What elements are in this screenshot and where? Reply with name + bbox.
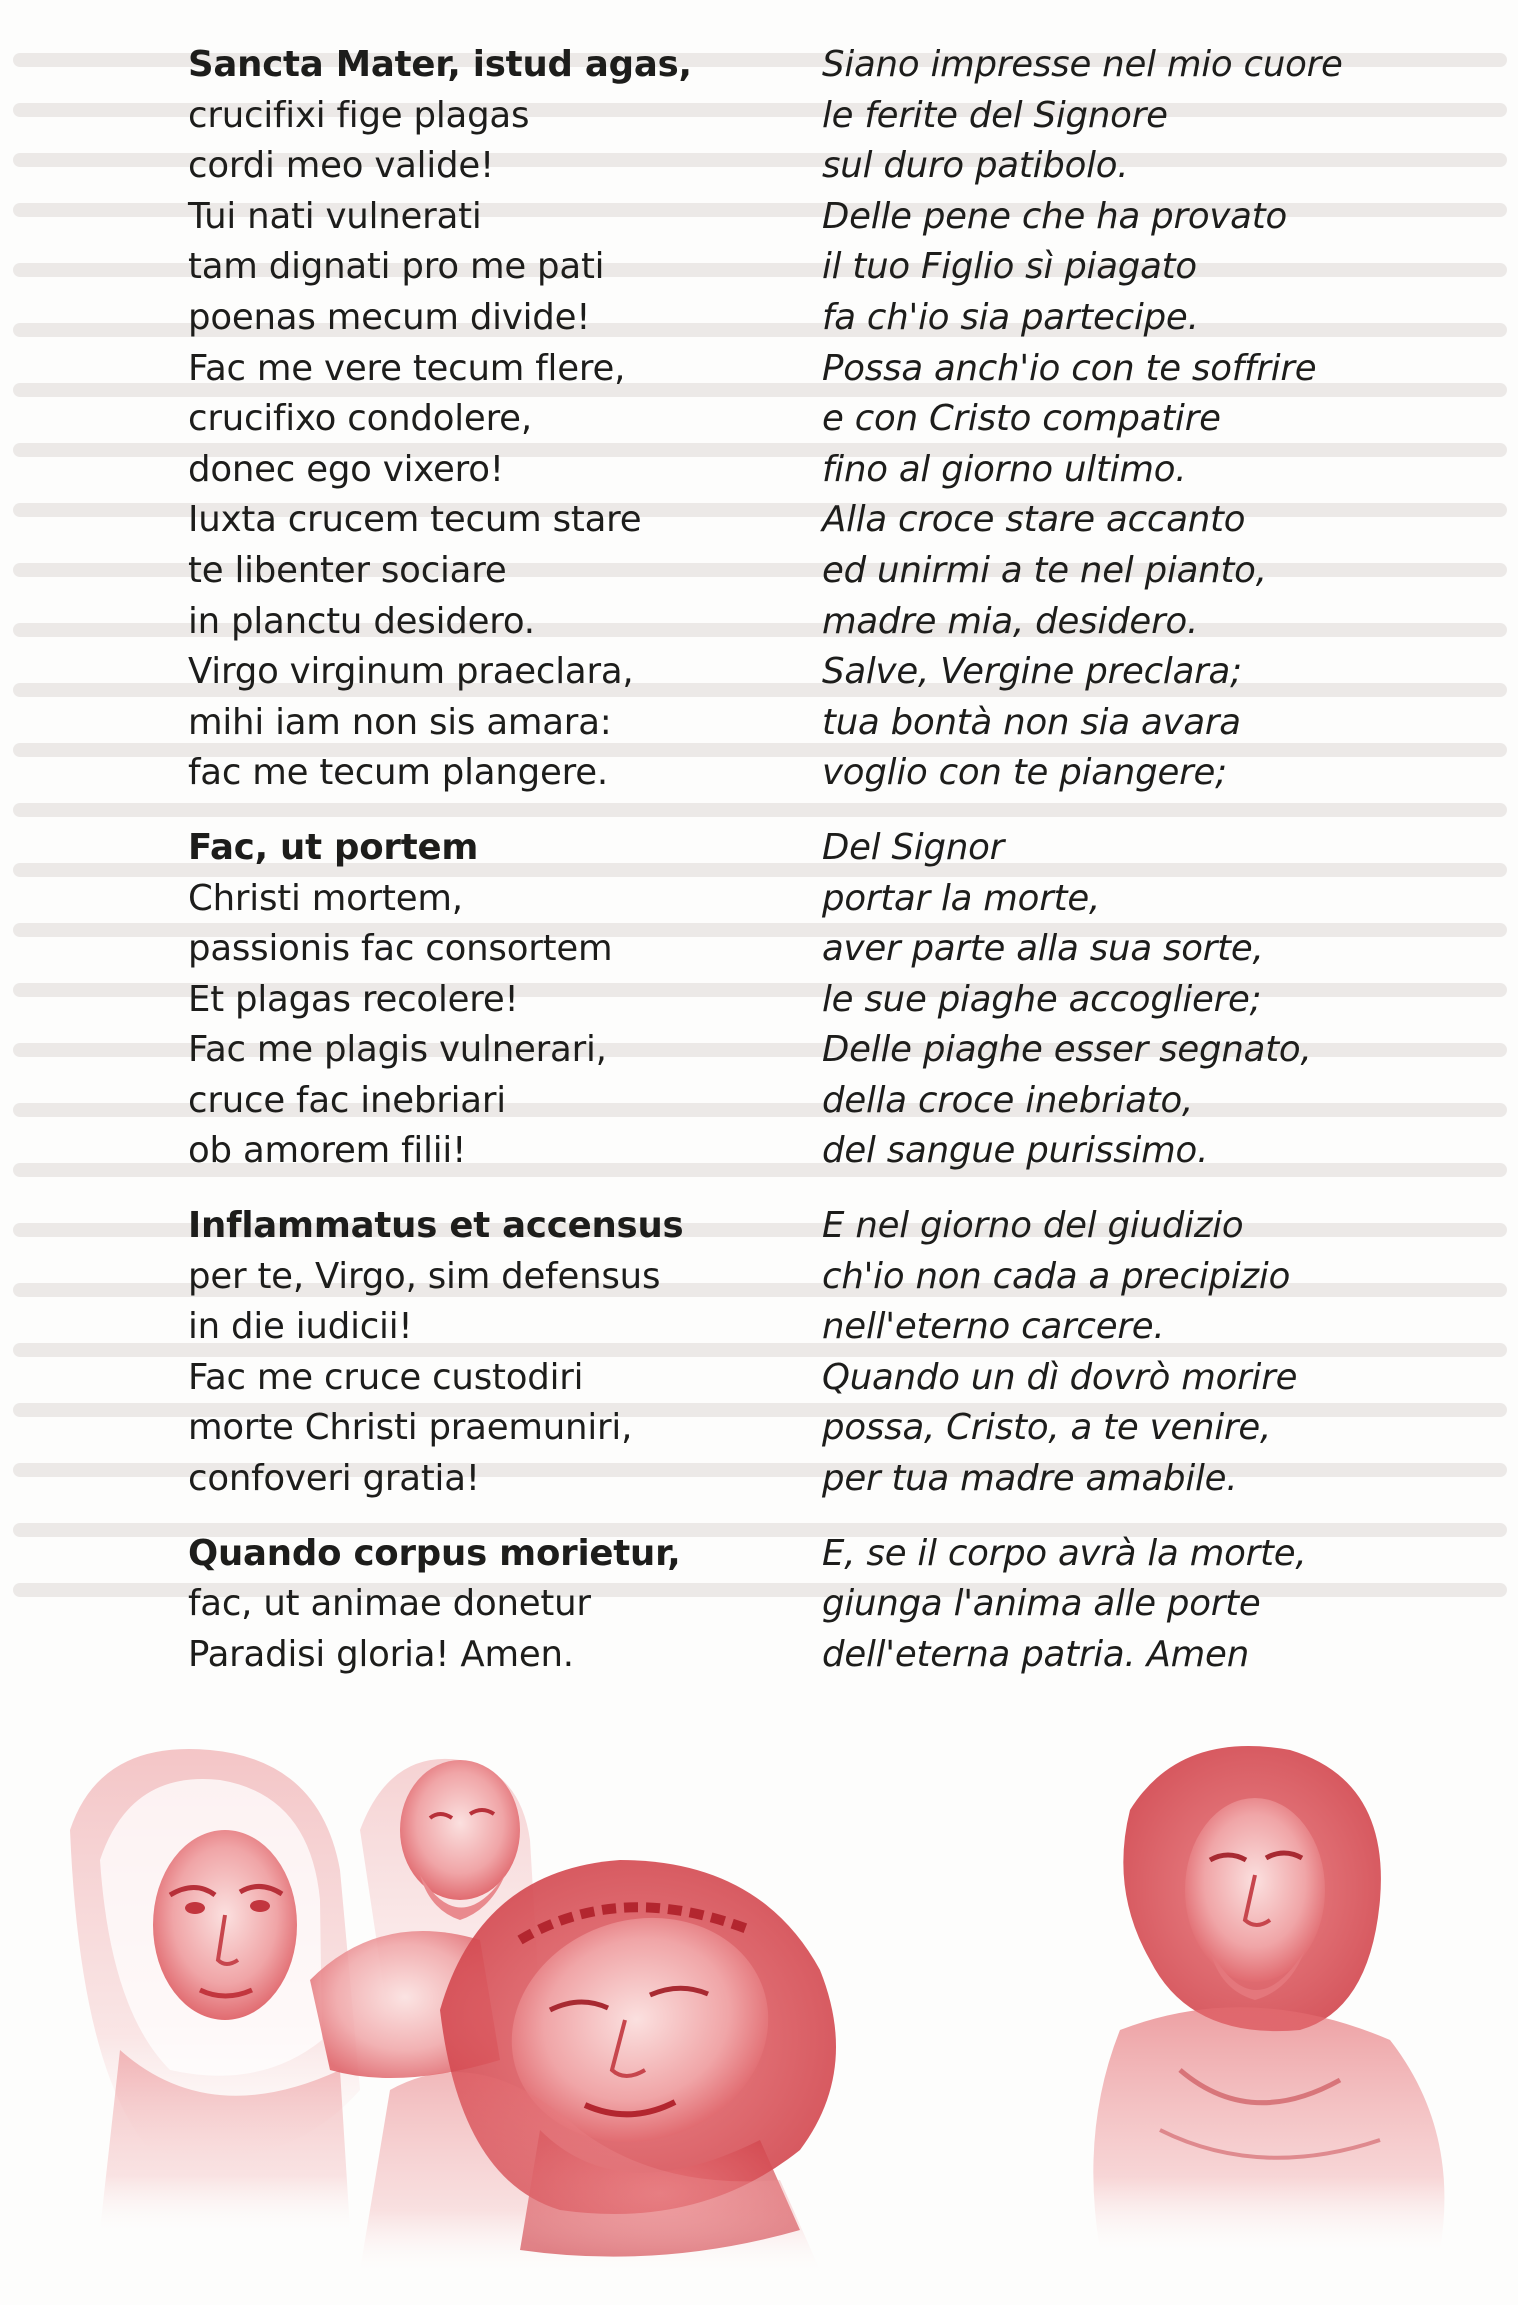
pieta-illustration [60, 1710, 1480, 2270]
latin-line: Fac me vere tecum flere, [188, 347, 626, 389]
italian-line: possa, Cristo, a te venire, [822, 1407, 1272, 1449]
latin-line: morte Christi praemuniri, [188, 1407, 633, 1449]
italian-line: le sue piaghe accogliere; [822, 978, 1262, 1020]
italian-line: nell'eterno carcere. [822, 1306, 1165, 1348]
italian-line: portar la morte, [822, 877, 1101, 919]
latin-line: confoveri gratia! [188, 1458, 480, 1500]
italian-line: tua bontà non sia avara [822, 701, 1241, 743]
italian-line: e con Cristo compatire [822, 398, 1221, 440]
latin-stanza-heading: Inflammatus et accensus [188, 1205, 684, 1247]
latin-line: in die iudicii! [188, 1306, 413, 1348]
italian-line: E nel giorno del giudizio [822, 1205, 1244, 1247]
latin-stanza-heading: Fac, ut portem [188, 826, 479, 868]
latin-line: in planctu desidero. [188, 600, 535, 642]
latin-line: cordi meo valide! [188, 145, 495, 187]
stanza-gap [822, 1505, 1462, 1529]
italian-stanza-1 [822, 40, 1462, 799]
latin-stanza-heading: Quando corpus morietur, [188, 1532, 681, 1574]
italian-line: E, se il corpo avrà la morte, [822, 1532, 1307, 1574]
latin-line: fac, ut animae donetur [188, 1583, 591, 1625]
latin-line: Virgo virginum praeclara, [188, 651, 634, 693]
latin-line: mihi iam non sis amara: [188, 701, 612, 743]
latin-line: ob amorem filii! [188, 1130, 467, 1172]
italian-line: le ferite del Signore [822, 94, 1168, 136]
latin-stanza-3 [188, 1201, 808, 1505]
latin-line: Christi mortem, [188, 877, 463, 919]
italian-line: madre mia, desidero. [822, 600, 1199, 642]
latin-line: donec ego vixero! [188, 448, 504, 490]
italian-line: ed unirmi a te nel pianto, [822, 549, 1267, 591]
latin-text-column [188, 40, 808, 1680]
latin-line: tam dignati pro me pati [188, 246, 605, 288]
latin-stanza-2 [188, 823, 808, 1177]
italian-line: Quando un dì dovrò morire [822, 1356, 1298, 1398]
italian-line: ch'io non cada a precipizio [822, 1255, 1291, 1297]
latin-stanza-4 [188, 1529, 808, 1681]
italian-stanza-2 [822, 823, 1462, 1177]
italian-line: Possa anch'io con te soffrire [822, 347, 1317, 389]
italian-line: Delle piaghe esser segnato, [822, 1029, 1312, 1071]
italian-line: fino al giorno ultimo. [822, 448, 1187, 490]
latin-line: passionis fac consortem [188, 928, 613, 970]
italian-line: voglio con te piangere; [822, 752, 1227, 794]
italian-line: Alla croce stare accanto [822, 499, 1246, 541]
latin-line: Iuxta crucem tecum stare [188, 499, 642, 541]
latin-line: fac me tecum plangere. [188, 752, 608, 794]
latin-line: te libenter sociare [188, 549, 507, 591]
italian-line: aver parte alla sua sorte, [822, 928, 1264, 970]
italian-line: il tuo Figlio sì piagato [822, 246, 1197, 288]
italian-line: Siano impresse nel mio cuore [822, 44, 1343, 85]
latin-line: crucifixo condolere, [188, 398, 532, 440]
stanza-gap [188, 1505, 808, 1529]
latin-stanza-heading: Sancta Mater, istud agas, [188, 44, 692, 85]
italian-line: Del Signor [822, 826, 1005, 868]
latin-line: Fac me plagis vulnerari, [188, 1029, 607, 1071]
stanza-gap [188, 1177, 808, 1201]
stanza-gap [822, 1177, 1462, 1201]
italian-line: dell'eterna patria. Amen [822, 1633, 1249, 1675]
latin-line: crucifixi fige plagas [188, 94, 530, 136]
young-man-figure [1093, 1746, 1444, 2250]
italian-line: del sangue purissimo. [822, 1130, 1209, 1172]
latin-line: Tui nati vulnerati [188, 195, 482, 237]
italian-line: giunga l'anima alle porte [822, 1583, 1261, 1625]
italian-stanza-4 [822, 1529, 1462, 1681]
stanza-gap [188, 799, 808, 823]
italian-text-column [822, 40, 1462, 1680]
italian-line: fa ch'io sia partecipe. [822, 296, 1199, 338]
stanza-gap [822, 799, 1462, 823]
italian-line: sul duro patibolo. [822, 145, 1129, 187]
italian-line: della croce inebriato, [822, 1079, 1194, 1121]
latin-line: Paradisi gloria! Amen. [188, 1633, 574, 1675]
latin-line: Et plagas recolere! [188, 978, 519, 1020]
italian-line: Salve, Vergine preclara; [822, 651, 1242, 693]
latin-line: Fac me cruce custodiri [188, 1356, 584, 1398]
italian-stanza-3 [822, 1201, 1462, 1505]
latin-stanza-1 [188, 40, 808, 799]
italian-line: per tua madre amabile. [822, 1458, 1238, 1500]
latin-line: cruce fac inebriari [188, 1079, 506, 1121]
italian-line: Delle pene che ha provato [822, 195, 1287, 237]
latin-line: per te, Virgo, sim defensus [188, 1255, 661, 1297]
latin-line: poenas mecum divide! [188, 296, 591, 338]
